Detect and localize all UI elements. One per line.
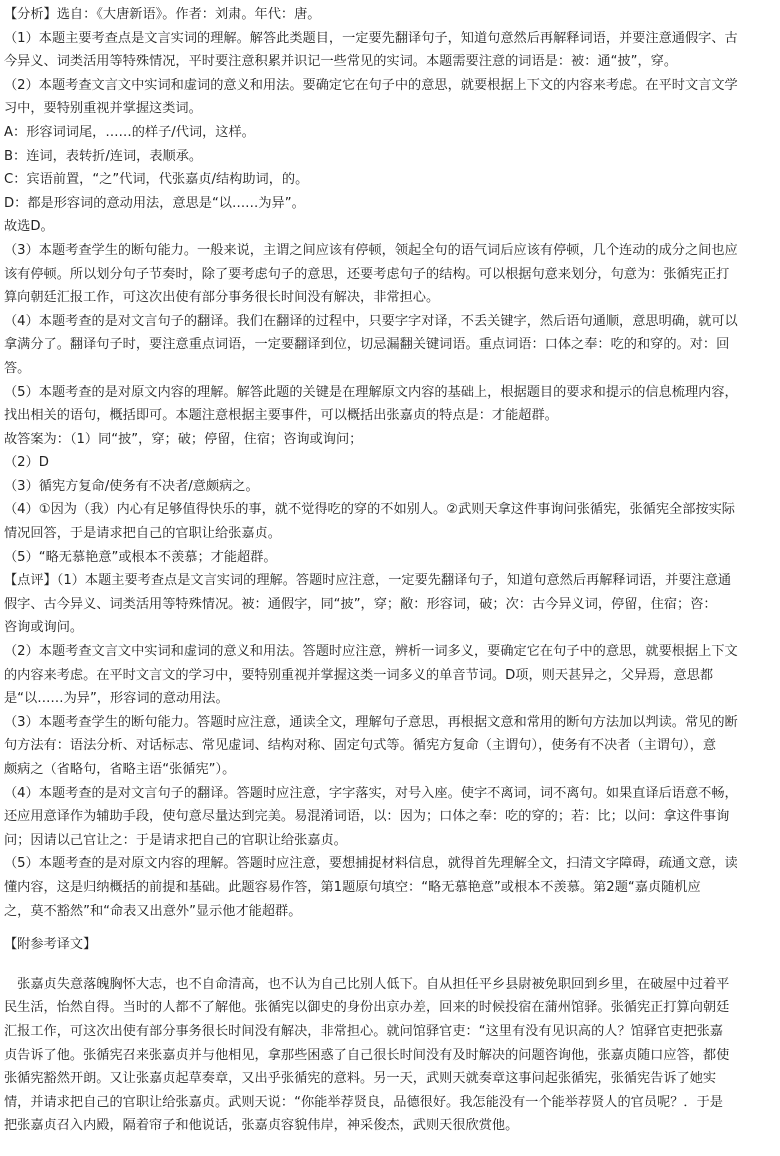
text-line: 还应用意译作为辅助手段，使句意尽量达到完美。易混淆词语，以：因为；口体之奉：吃的穿的；若：比；以问：拿这件事询 xyxy=(4,809,730,825)
translation-section xyxy=(4,973,778,1138)
text-line: 算向朝廷汇报工作，可这次出使有部分事务很长时间没有解决，非常担心。 xyxy=(4,290,440,306)
text-line: 是“以……为异”，形容词的意动用法。 xyxy=(4,691,229,707)
text-line: 找出相关的语句，概括即可。本题注意根据主要事件，可以概括出张嘉贞的特点是：才能超群。 xyxy=(4,408,558,424)
text-line: （4）本题考查的是对文言句子的翻译。答题时应注意，字字落实，对号入座。使字不离词，词不离句。如果直译后语意不畅， xyxy=(4,785,738,801)
text-line: D：都是形容词的意动用法，意思是“以……为异”。 xyxy=(4,195,305,211)
text-line: （4）①因为（我）内心有足够值得快乐的事，就不觉得吃的穿的不如别人。②武则天拿这件事询问张循宪，张循宪全部按实际 xyxy=(4,502,735,518)
text-line: 情况回答，于是请求把自己的官职让给张嘉贞。 xyxy=(4,526,281,542)
text-line: （1）本题主要考查点是文言实词的理解。解答此类题目，一定要先翻译句子，知道句意然后再解释词语，并要注意通假字、古 xyxy=(4,30,738,46)
text-line: （5）“略无慕艳意”或根本不羡慕；才能超群。 xyxy=(4,549,277,565)
text-line: 句方法有：语法分析、对话标志、常见虚词、结构对称、固定句式等。循宪方复命（主谓句），使务有不决者（主谓句），意 xyxy=(4,738,717,754)
text-line: 问；因请以己官让之：于是请求把自己的官职让给张嘉贞。 xyxy=(4,832,347,848)
text-line: 颇病之（省略句，省略主语“张循宪”）。 xyxy=(4,762,236,777)
section-gap xyxy=(4,957,778,971)
text-line: 故答案为：（1）同“披”，穿；破；停留，住宿；咨询或询问； xyxy=(4,431,363,447)
text-line: C：宾语前置，“之”代词，代张嘉贞/结构助词，的。 xyxy=(4,172,309,188)
comment-section xyxy=(4,569,778,923)
text-line: （2）本题考查文言文中实词和虚词的意义和用法。答题时应注意，辨析一词多义，要确定它在句子中的意思，就要根据上下文 xyxy=(4,644,738,660)
text-line: 【分析】选自：《大唐新语》。作者：刘肃。年代：唐。 xyxy=(4,7,321,22)
text-line: 故选D。 xyxy=(4,219,54,235)
text-line: B：连词，表转折/连词，表顺承。 xyxy=(4,148,203,164)
text-line: （3）本题考查学生的断句能力。一般来说，主谓之间应该有停顿，领起全句的语气词后应该有停顿，几个连动的成分之间也应 xyxy=(4,242,738,258)
reference-title: 【附参考译文】 xyxy=(4,937,97,953)
text-line: 习中，要特别重视并掌握这类词。 xyxy=(4,101,202,117)
text-line: 【点评】（1）本题主要考查点是文言实词的理解。答题时应注意，一定要先翻译句子，知道句意然后再解释词语，并要注意通 xyxy=(4,573,732,589)
text-line: （2）本题考查文言文中实词和虚词的意义和用法。要确定它在句子中的意思，就要根据上下文的内容来考虑。在平时文言文学 xyxy=(4,77,738,93)
text-line: 民生活，怡然自得。当时的人都不了解他。张循宪以御史的身份出京办差，回来的时候投宿在蒲州馆驿。张循宪正打算向朝廷 xyxy=(4,1000,730,1016)
text-line: 把张嘉贞召入内殿，隔着帘子和他说话，张嘉贞容貌伟岸，神采俊杰，武则天很欣赏他。 xyxy=(4,1118,519,1134)
text-line: 情，并请求把自己的官职让给张嘉贞。武则天说：“你能举荐贤良，品德很好。我怎能没有一个能举荐贤人的官员呢？．于是 xyxy=(4,1094,723,1110)
text-line: 张循宪豁然开朗。又让张嘉贞起草奏章，又出乎张循宪的意料。另一天，武则天就奏章这事问起张循宪，张循宪告诉了她实 xyxy=(4,1071,717,1087)
text-line: 该有停顿。所以划分句子节奏时，除了要考虑句子的意思，还要考虑句子的结构。可以根据句意来划分，句意为：张循宪正打 xyxy=(4,266,730,282)
text-line: 贞告诉了他。张循宪召来张嘉贞并与他相见，拿那些困惑了自己很长时间没有及时解决的问题咨询他，张嘉贞随口应答，都使 xyxy=(4,1047,730,1063)
text-line: 今异义、词类活用等特殊情况，平时要注意积累并识记一些常见的实词。本题需要注意的词语是：被：通“披”，穿。 xyxy=(4,54,678,70)
text-line: （4）本题考查的是对文言句子的翻译。我们在翻译的过程中，只要字字对译，不丢关键字，然后语句通顺，意思明确，就可以 xyxy=(4,313,738,329)
analysis-section xyxy=(4,3,778,569)
text-line: 答。 xyxy=(4,360,31,376)
section-gap xyxy=(4,923,778,933)
text-line: 咨询或询问。 xyxy=(4,620,84,636)
text-line: （2）D xyxy=(4,455,49,471)
text-line: 拿满分了。翻译句子时，要注意重点词语，一定要翻译到位，切忌漏翻关键词语。重点词语：口体之奉：吃的和穿的。对：回 xyxy=(4,337,730,353)
text-line: 张嘉贞失意落魄胸怀大志，也不自命清高，也不认为自己比别人低下。自从担任平乡县尉被免职回到乡里，在破屋中过着平 xyxy=(4,976,730,992)
text-line: 懂内容，这是归纳概括的前提和基础。此题容易作答，第1题原句填空：“略无慕艳意”或根本不羡慕。第2题“嘉贞随机应 xyxy=(4,879,701,895)
text-line: （5）本题考查的是对原文内容的理解。答题时应注意，要想捕捉材料信息，就得首先理解全文，扫清文字障碍，疏通文意，读 xyxy=(4,856,738,872)
text-line: （5）本题考查的是对原文内容的理解。解答此题的关键是在理解原文内容的基础上，根据题目的要求和提示的信息梳理内容， xyxy=(4,384,738,400)
text-line: A：形容词词尾，……的样子/代词，这样。 xyxy=(4,124,255,140)
text-line: （3）本题考查学生的断句能力。答题时应注意，通读全文，理解句子意思，再根据文意和常用的断句方法加以判读。常见的断 xyxy=(4,714,738,730)
text-line: 汇报工作，可这次出使有部分事务很长时间没有解决，非常担心。就问馆驿官吏：“这里有没有见识高的人？馆驿官吏把张嘉 xyxy=(4,1023,723,1039)
text-line: 的内容来考虑。在平时文言文的学习中，要特别重视并掌握这类一词多义的单音节词。D项，则天甚异之，父异焉，意思都 xyxy=(4,667,714,683)
text-line: 之，莫不豁然”和“命表又出意外”显示他才能超群。 xyxy=(4,903,302,919)
text-line: （3）循宪方复命/使务有不决者/意颇病之。 xyxy=(4,478,259,494)
text-line: 假字、古今异义、词类活用等特殊情况。被：通假字，同“披”，穿；敝：形容词，破；次：古今异义词，停留，住宿；咨： xyxy=(4,596,717,612)
